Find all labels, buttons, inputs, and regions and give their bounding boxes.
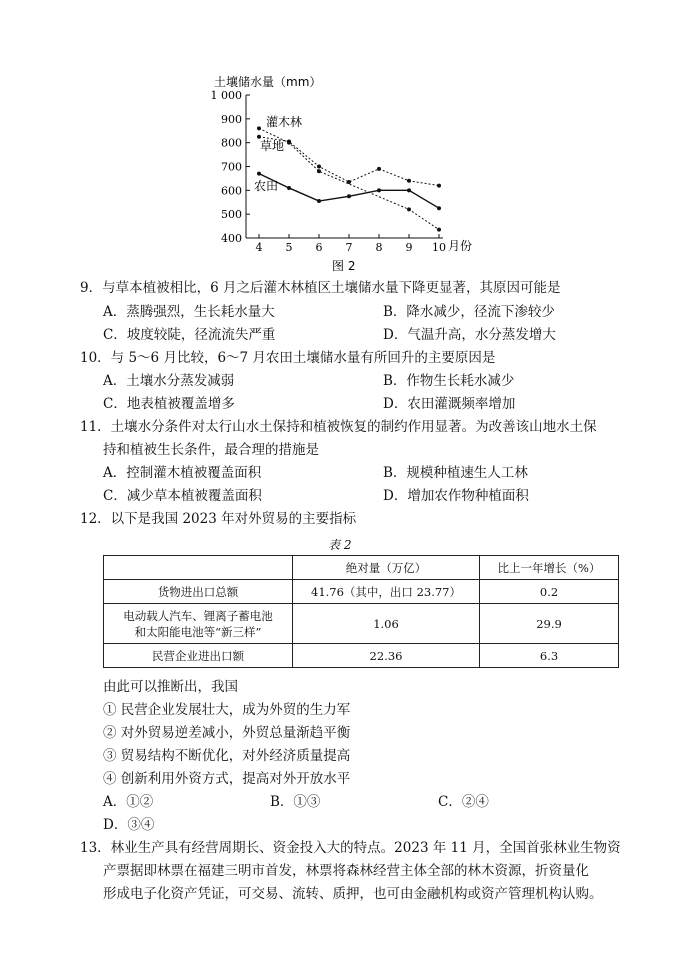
row-value: 1.06 [293, 604, 480, 644]
y-tick-label: 700 [221, 160, 242, 174]
q12-statement-2: ② 对外贸易逆差减小，外贸总量渐趋平衡 [103, 725, 351, 741]
data-point [317, 169, 321, 173]
figure-caption: 图 2 [332, 259, 356, 273]
y-tick-label: 500 [221, 208, 242, 222]
y-tick-label: 800 [221, 136, 242, 150]
q12-stem: 12．以下是我国 2023 年对外贸易的主要指标 [80, 511, 357, 527]
label-grass: 草地 [260, 139, 285, 153]
table-caption: 表 2 [328, 538, 352, 552]
data-point [407, 179, 411, 183]
x-tick-label: 8 [375, 241, 383, 254]
data-point [347, 180, 351, 184]
q11-option-a[interactable]: A．控制灌木植被覆盖面积 [103, 465, 262, 481]
q9-option-d[interactable]: D．气温升高，水分蒸发增大 [383, 327, 556, 343]
row-item-line1: 电动载人汽车、锂离子蓄电池 [123, 608, 273, 623]
q10-option-b[interactable]: B．作物生长耗水减少 [383, 373, 515, 389]
q9-option-c[interactable]: C．坡度较陡，径流流失严重 [103, 327, 276, 343]
q9-stem: 9．与草本植被相比，6 月之后灌木林植区土壤储水量下降更显著，其原因可能是 [80, 280, 561, 296]
row-growth: 0.2 [480, 580, 619, 604]
q13-line1: 13．林业生产具有经营周期长、资金投入大的特点。2023 年 11 月，全国首张林业生物资 [80, 840, 621, 856]
q12-infer: 由此可以推断出，我国 [103, 679, 238, 695]
q10-option-d[interactable]: D．农田灌溉频率增加 [383, 396, 516, 412]
q11-stem-line1: 11．土壤水分条件对太行山水土保持和植被恢复的制约作用显著。为改善该山地水土保 [80, 419, 597, 435]
header-cell [104, 556, 293, 580]
q9-option-b[interactable]: B．降水减少，径流下渗较少 [383, 304, 555, 320]
x-ticks [256, 234, 447, 254]
table-row [104, 580, 619, 604]
data-point [347, 194, 351, 198]
row-growth: 6.3 [480, 644, 619, 668]
data-point [437, 184, 441, 188]
soil-water-chart [200, 70, 500, 280]
q13-line2: 产票据即林票在福建三明市首发，林票将森林经营主体全部的林木资源，折资量化 [103, 863, 589, 879]
row-value: 22.36 [293, 644, 480, 668]
table-row [104, 604, 619, 644]
row-growth: 29.9 [480, 604, 619, 644]
q12-option-a[interactable]: A．①② [103, 794, 154, 810]
data-point [287, 139, 291, 143]
y-ticks [211, 89, 251, 245]
q9-option-a[interactable]: A．蒸腾强烈，生长耗水量大 [103, 304, 275, 320]
q12-option-d[interactable]: D．③④ [103, 817, 155, 833]
data-point [257, 126, 261, 130]
y-tick-label: 400 [221, 232, 242, 245]
chart-ylabel: 土壤储水量（mm） [214, 75, 322, 89]
data-point [407, 207, 411, 211]
q13-line3: 形成电子化资产凭证，可交易、流转、质押，也可由金融机构或资产管理机构认购。 [103, 886, 603, 902]
x-tick-label: 10 [432, 241, 446, 254]
q11-option-b[interactable]: B．规模种植速生人工林 [383, 465, 528, 481]
q10-stem: 10．与 5～6 月比较，6～7 月农田土壤储水量有所回升的主要原因是 [80, 350, 496, 366]
data-point [377, 167, 381, 171]
y-tick-label: 1 000 [210, 89, 242, 102]
header-cell: 比上一年增长（%） [480, 556, 619, 580]
series-line-2 [259, 174, 439, 209]
q12-statement-1: ① 民营企业发展壮大，成为外贸的生力军 [103, 702, 351, 718]
q12-statement-4: ④ 创新利用外资方式，提高对外开放水平 [103, 771, 351, 787]
q11-option-c[interactable]: C．减少草本植被覆盖面积 [103, 488, 262, 504]
x-tick-label: 9 [405, 241, 413, 254]
data-point [287, 186, 291, 190]
q10-option-c[interactable]: C．地表植被覆盖增多 [103, 396, 235, 412]
series-line-1 [259, 137, 439, 186]
chart-series [257, 126, 441, 231]
data-point [377, 188, 381, 192]
x-tick-label: 5 [285, 241, 293, 254]
label-farm: 农田 [254, 179, 279, 193]
q11-stem-line2: 持和植被生长条件，最合理的措施是 [103, 442, 319, 458]
trade-table [103, 555, 619, 668]
y-tick-label: 600 [221, 184, 242, 198]
x-tick-label: 6 [315, 241, 323, 254]
data-point [317, 165, 321, 169]
x-tick-label: 7 [345, 241, 353, 254]
y-tick-label: 900 [221, 112, 242, 126]
row-item: 民营企业进出口额 [104, 644, 293, 668]
x-tick-label: 4 [255, 241, 263, 254]
table-header-row [104, 556, 619, 580]
series-line-0 [259, 128, 439, 229]
data-point [437, 206, 441, 210]
row-item [104, 604, 293, 644]
table-row [104, 644, 619, 668]
data-point [317, 199, 321, 203]
chart-xunit: 月份 [448, 239, 473, 253]
q10-option-a[interactable]: A．土壤水分蒸发减弱 [103, 373, 235, 389]
q12-statement-3: ③ 贸易结构不断优化，对外经济质量提高 [103, 748, 351, 764]
data-point [407, 188, 411, 192]
q12-option-b[interactable]: B．①③ [270, 794, 321, 810]
data-point [437, 228, 441, 232]
q12-option-c[interactable]: C．②④ [438, 794, 489, 810]
label-shrub: 灌木林 [266, 115, 303, 129]
row-value: 41.76（其中，出口 23.77） [293, 580, 480, 604]
row-item-line2: 和太阳能电池等“新三样” [134, 624, 262, 639]
header-cell: 绝对量（万亿） [293, 556, 480, 580]
data-point [257, 172, 261, 176]
row-item: 货物进出口总额 [104, 580, 293, 604]
q11-option-d[interactable]: D．增加农作物种植面积 [383, 488, 529, 504]
